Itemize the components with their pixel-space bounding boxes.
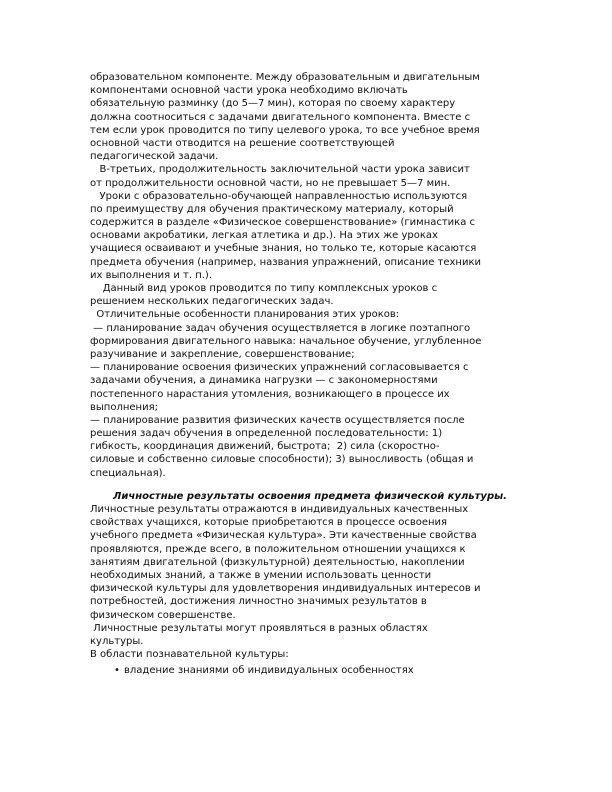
body-text bbox=[90, 71, 530, 677]
text-line: от продолжительности основной части, но не превышает 5—7 мин. bbox=[90, 177, 451, 189]
text-line: задачами обучения, а динамика нагрузки — с закономерностями bbox=[90, 375, 438, 387]
text-line: необходимых знаний, а также в умении использовать ценности bbox=[90, 569, 432, 581]
text-line: Личностные результаты отражаются в индивидуальных качественных bbox=[90, 504, 469, 516]
text-line: свойствах учащихся, которые приобретаются в процессе освоения bbox=[90, 517, 448, 529]
text-line: педагогической задачи. bbox=[90, 151, 219, 163]
list-item bbox=[90, 664, 530, 677]
text-line: проявляются, прежде всего, в положительном отношении учащихся к bbox=[90, 543, 466, 555]
text-line: компонентами основной части урока необходимо включать bbox=[90, 85, 408, 97]
text-line: содержится в разделе «Физическое совершенствование» (гимнастика с bbox=[90, 217, 476, 229]
text-line: разучивание и закрепление, совершенствование; bbox=[90, 348, 355, 360]
text-line: В-третьих, продолжительность заключительной части урока зависит bbox=[90, 164, 470, 176]
text-line: основами акробатики, легкая атлетика и др.). На этих же уроках bbox=[90, 230, 438, 242]
text-line: — планирование освоения физических упражнений согласовывается с bbox=[90, 362, 469, 374]
text-line: Данный вид уроков проводится по типу комплексных уроков с bbox=[90, 283, 438, 294]
text-line: должна соотноситься с задачами двигательного компонента. Вместе с bbox=[90, 111, 471, 123]
text-line: — планирование развития физических качеств осуществляется после bbox=[90, 414, 465, 426]
text-line: физической культуры для удовлетворения индивидуальных интересов и bbox=[90, 583, 481, 595]
text-line: силовые и собственно силовые способности); 3) выносливость (общая и bbox=[90, 454, 474, 466]
text-line: основной части отводится на решение соответствующей bbox=[90, 137, 395, 149]
text-line: потребностей, достижения личностно значимых результатов в bbox=[90, 596, 427, 608]
text-line: культуры. bbox=[90, 635, 144, 647]
text-line: выполнения; bbox=[90, 401, 158, 413]
text-line: постепенного нарастания утомления, возникающего в процессе их bbox=[90, 388, 450, 400]
text-line: — планирование задач обучения осуществляется в логике поэтапного bbox=[90, 322, 471, 334]
text-line: по преимуществу для обучения практическому материалу, который bbox=[90, 203, 454, 215]
text-line: В области познавательной культуры: bbox=[90, 649, 289, 661]
text-line: гибкость, координация движений, быстрота; 2) сила (скоростно- bbox=[90, 441, 440, 453]
text-line: предмета обучения (например, названия упражнений, описание техники bbox=[90, 256, 482, 268]
text-line: учебного предмета «Физическая культура». Эти качественные свойства bbox=[90, 530, 477, 542]
list-item-text: владение знаниями об индивидуальных особенностях bbox=[124, 665, 414, 677]
text-line: тем если урок проводится по типу целевого урока, то все учебное время bbox=[90, 124, 480, 136]
text-line: их выполнения и т. п.). bbox=[90, 269, 213, 281]
text-line: физическом совершенстве. bbox=[90, 609, 236, 621]
text-line: формирования двигательного навыка: начальное обучение, углубленное bbox=[90, 335, 482, 347]
text-line: специальная). bbox=[90, 467, 166, 479]
section-heading: Личностные результаты освоения предмета физической культуры. bbox=[113, 490, 507, 502]
text-line: обязательную разминку (до 5—7 мин), которая по своему характеру bbox=[90, 98, 456, 110]
bullet-icon: • bbox=[114, 665, 120, 677]
text-line: образовательном компоненте. Между образовательным и двигательным bbox=[90, 72, 480, 83]
text-line: Личностные результаты могут проявляться в разных областях bbox=[90, 622, 428, 634]
text-line: решения задач обучения в определенной последовательности: 1) bbox=[90, 428, 443, 440]
text-line: учащиеся осваивают и учебные знания, но только те, которые касаются bbox=[90, 243, 477, 255]
text-line: Отличительные особенности планирования этих уроков: bbox=[90, 309, 400, 321]
text-line: решением нескольких педагогических задач. bbox=[90, 296, 334, 308]
text-line: занятиям двигательной (физкультурной) деятельностью, накоплении bbox=[90, 556, 465, 568]
text-line: Уроки с образовательно-обучающей направленностью используются bbox=[90, 190, 468, 202]
